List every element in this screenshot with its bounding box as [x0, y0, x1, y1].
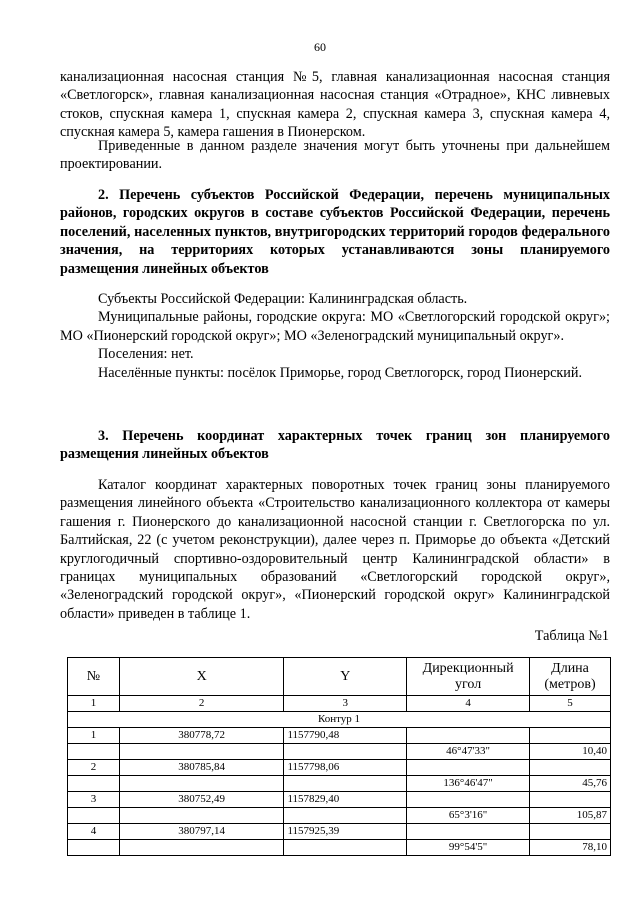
point-row: [68, 792, 611, 808]
paragraph-2: Приведенные в данном разделе значения могут быть уточнены при дальнейшем проектировании.: [60, 138, 610, 173]
segment-row: [68, 840, 611, 856]
header-angle: Дирекционный угол: [407, 658, 530, 696]
localities-paragraph: Населённые пункты: посёлок Приморье, город Светлогорск, город Пионерский.: [98, 364, 583, 381]
section-3-heading-block: [60, 427, 610, 464]
header-length: Длина (метров): [530, 658, 611, 696]
segment-length: 105,87: [530, 808, 611, 824]
point-row: [68, 728, 611, 744]
point-y: 1157790,48: [284, 728, 407, 744]
segment-row: [68, 808, 611, 824]
col-number-cell: 4: [407, 696, 530, 712]
header-x: X: [119, 658, 284, 696]
header-number: №: [68, 658, 120, 696]
point-number: 1: [68, 728, 120, 744]
point-row: [68, 760, 611, 776]
col-number-cell: 3: [284, 696, 407, 712]
segment-row: [68, 776, 611, 792]
segment-angle: 46°47'33": [407, 744, 530, 760]
paragraph-continuation: [60, 68, 610, 142]
districts-paragraph: Муниципальные районы, городские округа: МО «Светлогорский городской округ»; МО «Пионерский городской округ»; МО «Зеленоградский муниципальный округ».: [60, 309, 610, 344]
point-x: 380797,14: [119, 824, 284, 840]
catalog-paragraph-block: [60, 476, 610, 623]
paragraph-note-block: [60, 137, 610, 174]
col-number-cell: 2: [119, 696, 284, 712]
contour-row: [68, 712, 611, 728]
settlements-line: Поселения: нет.: [98, 346, 194, 363]
segment-length: 78,10: [530, 840, 611, 856]
subjects-line: Субъекты Российской Федерации: Калининградская область.: [98, 291, 468, 307]
contour-label: Контур 1: [68, 712, 611, 728]
section-2-heading-block: [60, 186, 610, 278]
point-number: 3: [68, 792, 120, 808]
point-row: [68, 824, 611, 840]
col-number-cell: 5: [530, 696, 611, 712]
point-y: 1157925,39: [284, 824, 407, 840]
point-y: 1157798,06: [284, 760, 407, 776]
column-number-row: [68, 696, 611, 712]
segment-length: 45,76: [530, 776, 611, 792]
segment-angle: 136°46'47": [407, 776, 530, 792]
point-x: 380785,84: [119, 760, 284, 776]
header-y: Y: [284, 658, 407, 696]
section-2-body: [60, 290, 610, 382]
coordinates-table: [67, 657, 611, 856]
paragraph-1: канализационная насосная станция №5, главная канализационная насосная станция «Светлогорск», главная канализационная насосная станция «Отрадное», КНС ливневых стоков, спускная камера 1, спускная камера 2, спускная камера 3, спускная камера 4, спускная камера 5, камера гашения в Пионерском.: [60, 69, 610, 141]
page-number: 60: [314, 40, 326, 54]
point-number: 2: [68, 760, 120, 776]
section-2-heading: 2. Перечень субъектов Российской Федерации, перечень муниципальных районов, городских округов в составе субъектов Российской Федерации, перечень поселений, населенных пунктов, внутригородских территорий городов федерального значения, на территориях которых устанавливаются зоны планируемого размещения линейных объектов: [60, 187, 610, 277]
section-3-heading: 3. Перечень координат характерных точек границ зон планируемого размещения линейных объектов: [60, 428, 610, 463]
segment-angle: 65°3'16": [407, 808, 530, 824]
table-label: Таблица №1: [534, 628, 609, 644]
point-x: 380778,72: [119, 728, 284, 744]
segment-angle: 99°54'5": [407, 840, 530, 856]
point-y: 1157829,40: [284, 792, 407, 808]
point-x: 380752,49: [119, 792, 284, 808]
segment-length: 10,40: [530, 744, 611, 760]
point-number: 4: [68, 824, 120, 840]
catalog-paragraph: Каталог координат характерных поворотных точек границ зоны планируемого размещения линейного объекта «Строительство канализационного коллектора от камеры гашения г. Пионерского до канализационной насосной станции г. Светлогорска по ул. Балтийская, 22 (с учетом реконструкции), далее через п. Приморье до объекта «Детский круглогодичный спортивно-оздоровительный центр Калининградской области» в границах муниципальных образований «Светлогорский городской округ», «Зеленоградский городской округ», «Пионерский городской округ» Калининградской области» приведен в таблице 1.: [60, 477, 610, 622]
table-header-row: [68, 658, 611, 696]
segment-row: [68, 744, 611, 760]
col-number-cell: 1: [68, 696, 120, 712]
